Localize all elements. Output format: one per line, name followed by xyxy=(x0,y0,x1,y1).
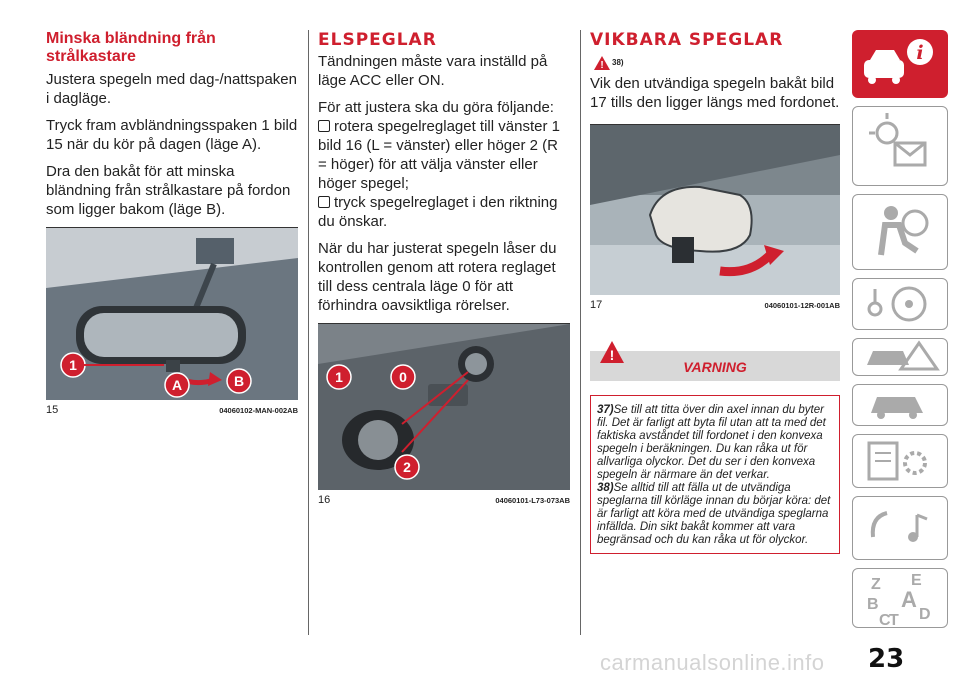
tab-car-info[interactable] xyxy=(852,30,948,98)
svg-text:E: E xyxy=(911,572,922,589)
bullet-item: tryck spegelreglaget i den riktning du önskar. xyxy=(318,194,558,230)
mirror-control-photo xyxy=(318,324,570,490)
tab-technical-data[interactable] xyxy=(852,434,948,488)
checkbox-bullet-icon xyxy=(318,196,330,208)
checkbox-bullet-icon xyxy=(318,120,330,132)
marker-line xyxy=(84,364,164,366)
bullet-item: rotera spegelreglaget till vänster 1 bild 16 (L = vänster) eller höger 2 (R = höger) för att välja vänster eller höger spegel; xyxy=(318,118,560,192)
svg-text:A: A xyxy=(901,587,917,612)
figure-caption xyxy=(590,299,840,311)
warning-ref-number: 38) xyxy=(612,58,624,67)
svg-text:1: 1 xyxy=(335,369,343,385)
section-heading: Minska bländning från strålkastare xyxy=(46,30,216,65)
phone-music-icon xyxy=(853,497,947,559)
figure-15 xyxy=(46,227,298,416)
svg-text:C: C xyxy=(879,612,891,627)
paragraph: För att justera ska du göra följande: xyxy=(318,99,554,116)
warning-header xyxy=(590,347,840,381)
marker-1 xyxy=(326,364,352,390)
warning-triangle-icon xyxy=(594,56,610,70)
column-folding-mirrors xyxy=(590,30,840,554)
svg-text:0: 0 xyxy=(399,369,407,385)
paragraph: Tändningen måste vara inställd på läge ACC eller ON. xyxy=(318,53,548,89)
paragraph: Tryck fram avbländningsspaken 1 bild 15 när du kör på dagen (läge A). xyxy=(46,117,298,153)
marker-b xyxy=(226,368,252,394)
warning-box xyxy=(590,395,840,554)
column-rearview-mirror xyxy=(46,30,298,416)
figure-code: 04060101-L73-073AB xyxy=(495,496,570,505)
tab-emergency[interactable] xyxy=(852,338,948,376)
column-power-mirrors xyxy=(318,30,570,506)
figure-number: 15 xyxy=(46,404,59,416)
alphabet-index-icon xyxy=(853,569,947,627)
specs-gear-icon xyxy=(853,435,947,487)
tab-lights-messages[interactable] xyxy=(852,106,948,186)
page-number: 23 xyxy=(868,644,905,674)
marker-a xyxy=(164,372,190,398)
svg-text:T: T xyxy=(889,612,899,627)
column-divider xyxy=(308,30,309,635)
figure-number: 16 xyxy=(318,494,331,506)
figure-caption xyxy=(318,494,570,506)
svg-text:D: D xyxy=(919,606,931,623)
warning-ref xyxy=(590,52,840,74)
paragraph: När du har justerat spegeln låser du kontrollen genom att rotera reglaget till dess centrala läge 0 för att förhindra oavsiktliga rörelser. xyxy=(318,240,557,314)
tab-multimedia[interactable] xyxy=(852,496,948,560)
paragraph: Justera spegeln med dag-/nattspaken i dagläge. xyxy=(46,71,297,107)
figure-16 xyxy=(318,323,570,506)
column-divider xyxy=(580,30,581,635)
svg-text:Z: Z xyxy=(871,576,881,593)
marker-1 xyxy=(60,352,86,378)
folding-mirror-photo xyxy=(590,125,840,295)
airbag-seatbelt-icon xyxy=(853,195,947,269)
figure-code: 04060102-MAN-002AB xyxy=(219,406,298,415)
svg-text:!: ! xyxy=(600,60,604,70)
tab-safety[interactable] xyxy=(852,194,948,270)
svg-text:B: B xyxy=(867,596,879,613)
warning-light-mail-icon xyxy=(853,107,947,185)
tab-starting-driving[interactable] xyxy=(852,278,948,330)
car-maintenance-icon xyxy=(853,385,947,425)
warning-item-38: 38)Se alltid till att fälla ut de utvändiga speglarna till körläge innan du börjar köra: det är farligt att köra med de utvändiga speglarna infällda. Din sikt bakåt kommer att vara begränsad och du kan råka ut för olyckor. xyxy=(597,482,831,546)
svg-text:i: i xyxy=(916,42,924,64)
paragraph: Dra den bakåt för att minska bländning från strålkastare på fordon som ligger bakom (läge B). xyxy=(46,163,291,218)
marker-2 xyxy=(394,454,420,480)
tab-index[interactable] xyxy=(852,568,948,628)
warning-item-37: 37)Se till att titta över din axel innan du byter fil. Det är farligt att byta fil utan att ta med det faktiska avståndet till fordonet i den konvexa spegeln i beräkningen. Du kan råka ut för allvarliga olyckor. Det du ser i den konvexa spegeln är närmare än det verkar. xyxy=(597,404,826,481)
svg-text:1: 1 xyxy=(69,357,77,373)
svg-text:2: 2 xyxy=(403,459,411,475)
key-steering-wheel-icon xyxy=(853,279,947,329)
svg-text:A: A xyxy=(171,377,183,393)
figure-code: 04060101-12R-001AB xyxy=(764,301,840,310)
svg-text:!: ! xyxy=(609,347,615,363)
marker-0 xyxy=(390,364,416,390)
section-heading: VIKBARA SPEGLAR xyxy=(590,30,784,50)
tab-maintenance[interactable] xyxy=(852,384,948,426)
car-info-icon xyxy=(852,30,948,98)
figure-caption xyxy=(46,404,298,416)
figure-number: 17 xyxy=(590,299,603,311)
svg-text:B: B xyxy=(233,373,245,389)
emergency-car-icon xyxy=(853,339,947,375)
section-heading: ELSPEGLAR xyxy=(318,30,437,50)
paragraph: Vik den utvändiga spegeln bakåt bild 17 tills den ligger längs med fordonet. xyxy=(590,75,840,111)
figure-17 xyxy=(590,124,840,311)
watermark: carmanualsonline.info xyxy=(600,650,825,675)
warning-title: VARNING xyxy=(683,359,747,375)
